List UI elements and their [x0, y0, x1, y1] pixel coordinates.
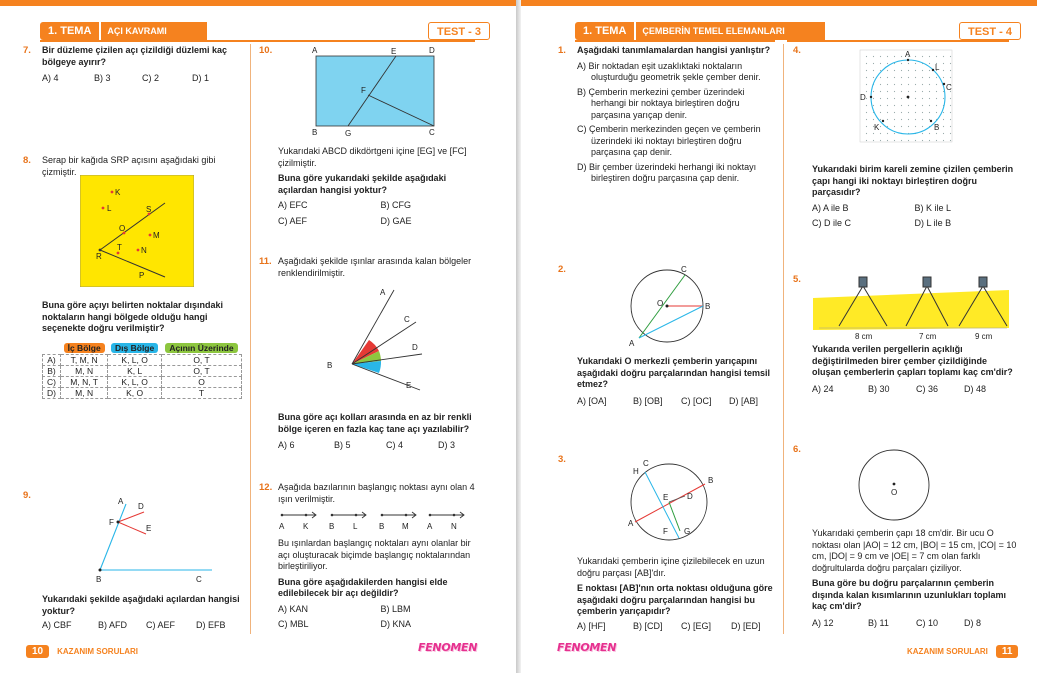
question-number: 7.	[23, 45, 31, 56]
point-a: A	[312, 46, 318, 55]
page-footer	[26, 645, 138, 657]
point-o: O	[119, 224, 126, 233]
theme-title: AÇI KAVRAMI	[99, 22, 206, 40]
option-d[interactable]: D) [AB]	[729, 395, 759, 406]
point-e: E	[663, 493, 669, 502]
theme-number: 1. TEMA	[575, 22, 634, 40]
grid-circle-figure	[856, 46, 956, 146]
question-2-body	[577, 356, 777, 407]
point-n: N	[141, 246, 147, 255]
point-b: B	[708, 476, 714, 485]
question-number: 4.	[793, 45, 801, 56]
option-a[interactable]: A) A ile B	[812, 202, 849, 213]
point-k: K	[115, 188, 121, 197]
options	[42, 73, 242, 85]
region-table	[42, 342, 242, 399]
option-b[interactable]: B) 11	[868, 617, 889, 628]
question-8-prompt: Buna göre açıyı belirten noktalar dışındaki noktaların hangi bölgede olduğu hangi seçenekte doğru verilmiştir?	[42, 300, 224, 333]
question-number: 8.	[23, 155, 31, 166]
table-row[interactable]: A) T, M, N K, L, O O, T	[43, 355, 242, 366]
point-e: E	[391, 47, 397, 56]
option-c[interactable]: C) 36	[916, 383, 939, 394]
option-a[interactable]: A) 24	[812, 383, 834, 394]
point-b: B	[327, 361, 333, 370]
option-c[interactable]: C) [EG]	[681, 620, 712, 631]
table-row[interactable]: C) M, N, T K, L, O O	[43, 377, 242, 388]
point-c: C	[429, 128, 435, 137]
question-text: E noktası [AB]'nın orta noktası olduğuna göre aşağıdaki doğru parçalarından hangisi bu çemberin yarıçapıdır?	[577, 583, 773, 616]
option-b[interactable]: B) K ile L	[914, 202, 952, 213]
question-text: Aşağıdaki tanımlamalardan hangisi yanlıştır?	[577, 45, 771, 55]
option-a[interactable]: A) 6	[278, 440, 295, 450]
question-intro: Aşağıdaki şekilde ışınlar arasında kalan bölgeler renklendirilmiştir.	[278, 256, 472, 278]
page-footer	[907, 645, 1018, 657]
point-t: T	[117, 243, 122, 252]
option-c[interactable]: C) 10	[916, 617, 939, 628]
point-d: D	[412, 343, 418, 352]
rectangle-abcd-figure	[308, 45, 444, 137]
point-b: B	[934, 123, 940, 132]
option-c[interactable]: C) 4	[386, 440, 404, 450]
option-d[interactable]: D) 8	[964, 617, 982, 628]
option-c[interactable]: C) AEF	[278, 215, 308, 226]
question-text: Buna göre aşağıdakilerden hangisi elde edilebilecek bir açı değildir?	[278, 576, 448, 598]
ray-label: K	[303, 522, 309, 531]
option-b[interactable]: B) 30	[868, 383, 890, 394]
length-label-3: 9 cm	[975, 332, 993, 341]
question-number: 6.	[793, 444, 801, 455]
question-text: Buna göre bu doğru parçalarının çemberin dışında kalan kısımlarının uzunlukları toplamı kaç cm'dir?	[812, 578, 1007, 611]
option-c[interactable]: C) MBL	[278, 619, 309, 629]
question-12	[259, 482, 483, 505]
option-a[interactable]: A) EFC	[278, 200, 308, 210]
length-label-1: 8 cm	[855, 332, 873, 341]
point-o: O	[657, 299, 664, 308]
length-label-2: 7 cm	[919, 332, 937, 341]
publisher-logo: FENOMEN	[418, 641, 478, 654]
options	[42, 620, 242, 632]
footer-label: KAZANIM SORULARI	[907, 646, 988, 656]
header-rule-right	[787, 40, 1009, 42]
point-a: A	[380, 288, 386, 297]
header-in-region: İç Bölge	[64, 343, 105, 353]
question-intro: Serap bir kağıda SRP açısını aşağıdaki gibi çizmiştir.	[42, 155, 216, 177]
option-c[interactable]: C) 2	[142, 73, 160, 83]
option-a[interactable]: A) 4	[42, 73, 59, 83]
point-a: A	[905, 50, 911, 59]
question-1	[558, 45, 777, 185]
point-d: D	[860, 93, 866, 102]
option-d[interactable]: D) EFB	[196, 620, 226, 630]
point-b: B	[96, 575, 102, 584]
question-number: 3.	[558, 454, 566, 465]
question-number: 12.	[259, 482, 273, 493]
top-bar	[521, 0, 1037, 6]
theme-number: 1. TEMA	[40, 22, 99, 40]
point-h: H	[633, 467, 639, 476]
point-f: F	[361, 86, 366, 95]
test-label: TEST - 4	[959, 22, 1021, 40]
question-text: Yukarıdaki O merkezli çemberin yarıçapını aşağıdaki doğru parçalarından hangisi temsil etmez?	[577, 356, 771, 389]
question-10-body	[278, 146, 483, 227]
question-4-body	[812, 164, 1017, 230]
option-d[interactable]: D) 48	[964, 383, 987, 394]
question-text: Yukarıda verilen pergellerin açıklığı değiştirilmeden birer çember çizildiğinde oluşan çemberlerin çapları toplamı kaç cm'dir?	[812, 344, 1013, 377]
option-c[interactable]: C) D ile C	[812, 218, 852, 228]
table-row[interactable]: B) M, N K, L O, T	[43, 366, 242, 377]
point-e: E	[406, 381, 412, 390]
test-label: TEST - 3	[428, 22, 490, 40]
question-intro: Yukarıdaki ABCD dikdörtgeni içine [EG] ve [FC] çizilmiştir.	[278, 146, 467, 168]
point-c: C	[643, 459, 649, 468]
option-d[interactable]: D) L ile B	[914, 218, 952, 228]
point-c: C	[681, 265, 687, 274]
question-number: 11.	[259, 256, 272, 267]
option-b[interactable]: B) 3	[94, 73, 111, 83]
question-6-body	[812, 528, 1017, 629]
point-c: C	[404, 315, 410, 324]
column-divider	[783, 44, 784, 634]
question-number: 9.	[23, 490, 31, 501]
theme-header	[575, 22, 825, 40]
question-text: Buna göre yukarıdaki şekilde aşağıdaki açılardan hangisi yoktur?	[278, 173, 447, 195]
point-c: C	[946, 83, 952, 92]
point-g: G	[684, 527, 691, 536]
option-b[interactable]: B) [CD]	[633, 620, 663, 631]
angle-srp-figure	[80, 175, 194, 287]
point-c: C	[196, 575, 202, 584]
question-12-body	[278, 538, 483, 631]
option-a[interactable]: A) KAN	[278, 603, 309, 614]
circle-ab-figure	[625, 456, 725, 548]
footer-label: KAZANIM SORULARI	[57, 646, 139, 656]
point-d: D	[687, 492, 693, 501]
question-number: 2.	[558, 264, 566, 275]
rays-list-figure	[276, 509, 476, 533]
option-b[interactable]: B) Çemberin merkezini çember üzerindeki herhangi bir noktaya birleştiren doğru parçasına yarıçap denir.	[577, 86, 745, 120]
page-number: 10	[26, 645, 49, 658]
option-a[interactable]: A) [HF]	[577, 620, 606, 631]
ray-label: L	[353, 522, 358, 531]
ray-label: N	[451, 522, 457, 531]
right-page	[521, 0, 1037, 673]
point-s: S	[146, 205, 152, 214]
options	[812, 618, 1017, 630]
point-b: B	[705, 302, 711, 311]
option-b[interactable]: B) LBM	[380, 603, 411, 614]
question-text: Yukarıdaki birim kareli zemine çizilen çemberin çapı hangi iki noktayı birleştiren doğru parçasıdır?	[812, 164, 1014, 197]
options	[577, 396, 777, 408]
question-number: 10.	[259, 45, 273, 56]
ray-label: B	[329, 522, 335, 531]
option-d[interactable]: D) 3	[438, 440, 456, 450]
option-d[interactable]: D) GAE	[380, 215, 412, 226]
options	[278, 604, 483, 631]
point-a: A	[118, 497, 124, 506]
question-5-body	[812, 344, 1017, 395]
option-d[interactable]: D) 1	[192, 73, 210, 83]
header-rule	[40, 40, 280, 42]
options	[278, 200, 483, 227]
point-k: K	[874, 123, 880, 132]
theme-header	[40, 22, 207, 40]
theme-title: ÇEMBERİN TEMEL ELEMANLARI	[634, 22, 824, 40]
circle-o-figure	[617, 262, 721, 352]
left-page	[0, 0, 516, 673]
question-7	[23, 45, 242, 85]
point-o: O	[891, 488, 898, 497]
question-intro: Yukarıdaki çemberin çapı 18 cm'dir. Bir ucu O noktası olan |AO| = 12 cm, |BO| = 15 cm, |CO| = 10 cm, |DO| = 9 cm ve |OE| = 7 cm olan farklı doğrultularda doğru parçaları çiziliyor.	[812, 528, 1017, 573]
option-d[interactable]: D) KNA	[380, 619, 412, 629]
option-b[interactable]: B) AFD	[98, 620, 128, 630]
option-a[interactable]: A) [OA]	[577, 395, 607, 406]
point-d: D	[138, 502, 144, 511]
question-intro: Bu ışınlardan başlangıç noktaları aynı olanlar bir açı oluşturacak biçimde başlangıç noktalarından birleştiriliyor.	[278, 538, 471, 571]
point-f: F	[663, 527, 668, 536]
point-p: P	[139, 271, 145, 280]
ray-label: A	[279, 522, 285, 531]
question-11	[259, 256, 483, 279]
header-rule	[575, 40, 775, 42]
header-rule-right	[255, 40, 475, 42]
ray-label: B	[379, 522, 385, 531]
column-divider	[250, 44, 251, 634]
question-text: Buna göre açı kolları arasında en az bir renkli bölge içeren en fazla kaç tane açı yazılabilir?	[278, 412, 472, 434]
point-l: L	[935, 63, 940, 72]
option-b[interactable]: B) [OB]	[633, 395, 663, 406]
point-a: A	[629, 339, 635, 348]
circle-center-o-figure	[855, 446, 933, 524]
option-a[interactable]: A) CBF	[42, 620, 72, 630]
page-number: 11	[996, 645, 1019, 658]
question-intro: Yukarıdaki çemberin içine çizilebilecek en uzun doğru parçası [AB]'dır.	[577, 556, 765, 578]
options	[812, 203, 1017, 230]
question-intro: Aşağıda bazılarının başlangıç noktası aynı olan 4 ışın verilmiştir.	[278, 482, 475, 504]
header-out-region: Dış Bölge	[111, 343, 158, 353]
point-m: M	[153, 231, 160, 240]
option-b[interactable]: B) CFG	[380, 200, 411, 210]
option-c[interactable]: C) [OC]	[681, 395, 712, 406]
point-e: E	[146, 524, 152, 533]
point-f: F	[109, 518, 114, 527]
option-c[interactable]: C) AEF	[146, 620, 176, 630]
point-l: L	[107, 204, 112, 213]
question-9-prompt	[42, 594, 242, 632]
top-bar	[0, 0, 516, 6]
option-b[interactable]: B) 5	[334, 440, 351, 450]
angle-figure-q9	[88, 494, 218, 586]
question-text: Yukarıdaki şekilde aşağıdaki açılardan hangisi yoktur?	[42, 594, 240, 616]
question-number: 1.	[558, 45, 566, 56]
ray-label: M	[402, 522, 409, 531]
option-c[interactable]: C) Çemberin merkezinden geçen ve çemberin üzerindeki iki noktayı birleştiren doğru parçasına çap denir.	[577, 124, 761, 157]
ray-label: A	[427, 522, 433, 531]
options	[812, 384, 1017, 396]
option-d[interactable]: D) [ED]	[731, 620, 761, 631]
point-g: G	[345, 129, 352, 137]
option-a[interactable]: A) 12	[812, 617, 834, 628]
option-a[interactable]: A) Bir noktadan eşit uzaklıktaki noktaların oluşturduğu geometrik şekle çember denir.	[577, 60, 761, 82]
question-text: Bir düzleme çizilen açı çizildiği düzlemi kaç bölgeye ayırır?	[42, 45, 228, 67]
question-11-body	[278, 412, 483, 452]
point-r: R	[96, 252, 102, 261]
point-d: D	[429, 46, 435, 55]
header-on-angle: Açının Üzerinde	[165, 343, 237, 353]
option-d[interactable]: D) Bir çember üzerindeki herhangi iki noktayı birleştiren doğru parçasına çap denir.	[577, 161, 757, 183]
point-a: A	[628, 519, 634, 528]
options	[278, 440, 483, 452]
point-b: B	[312, 128, 318, 137]
table-row[interactable]: D) M, N K, O T	[43, 388, 242, 399]
publisher-logo: FENOMEN	[557, 641, 617, 654]
question-3-body	[577, 556, 777, 632]
compasses-figure	[811, 270, 1011, 342]
question-number: 5.	[793, 274, 801, 285]
rays-figure	[322, 282, 432, 394]
options	[577, 621, 777, 633]
